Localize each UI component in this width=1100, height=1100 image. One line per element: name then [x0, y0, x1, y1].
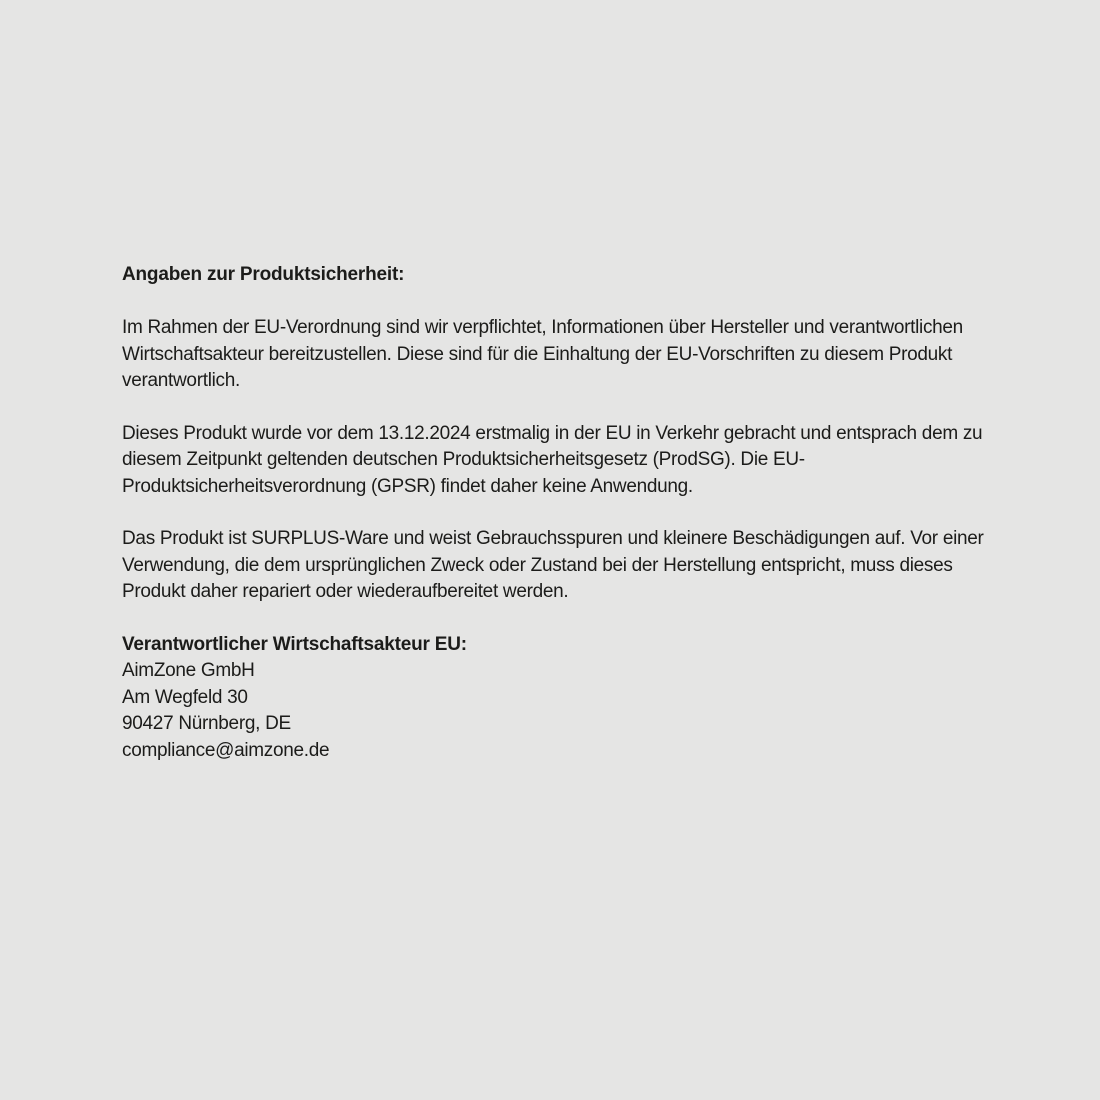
responsible-actor-email: compliance@aimzone.de: [122, 739, 330, 761]
section-title-product-safety: Angaben zur Produktsicherheit:: [122, 264, 405, 285]
paragraph-surplus-condition: Das Produkt ist SURPLUS-Ware und weist Gebrauchsspuren und kleinere Beschädigungen auf. Vor einer Verwendung, die dem ursprünglichen Zweck oder Zustand bei der Herstellung entspricht, muss dieses Produkt daher repariert oder wiederaufbereitet werden.: [122, 528, 984, 602]
responsible-actor-city: 90427 Nürnberg, DE: [122, 713, 291, 734]
responsible-actor-heading: Verantwortlicher Wirtschaftsakteur EU:: [122, 633, 467, 655]
responsible-actor-block: [122, 632, 994, 765]
product-safety-notice: [122, 261, 994, 764]
paragraph-market-placement: Dieses Produkt wurde vor dem 13.12.2024 erstmalig in der EU in Verkehr gebracht und entsprach dem zu diesem Zeitpunkt geltenden deutschen Produktsicherheitsgesetz (ProdSG). Die EU-Produktsicherheitsverordnung (GPSR) findet daher keine Anwendung.: [122, 422, 983, 497]
responsible-actor-street: Am Wegfeld 30: [122, 686, 248, 708]
paragraph-eu-regulation: Im Rahmen der EU-Verordnung sind wir verpflichtet, Informationen über Hersteller und verantwortlichen Wirtschaftsakteur bereitzustellen. Diese sind für die Einhaltung der EU-Vorschriften zu diesem Produkt verantwortlich.: [122, 317, 963, 391]
responsible-actor-company: AimZone GmbH: [122, 660, 255, 681]
